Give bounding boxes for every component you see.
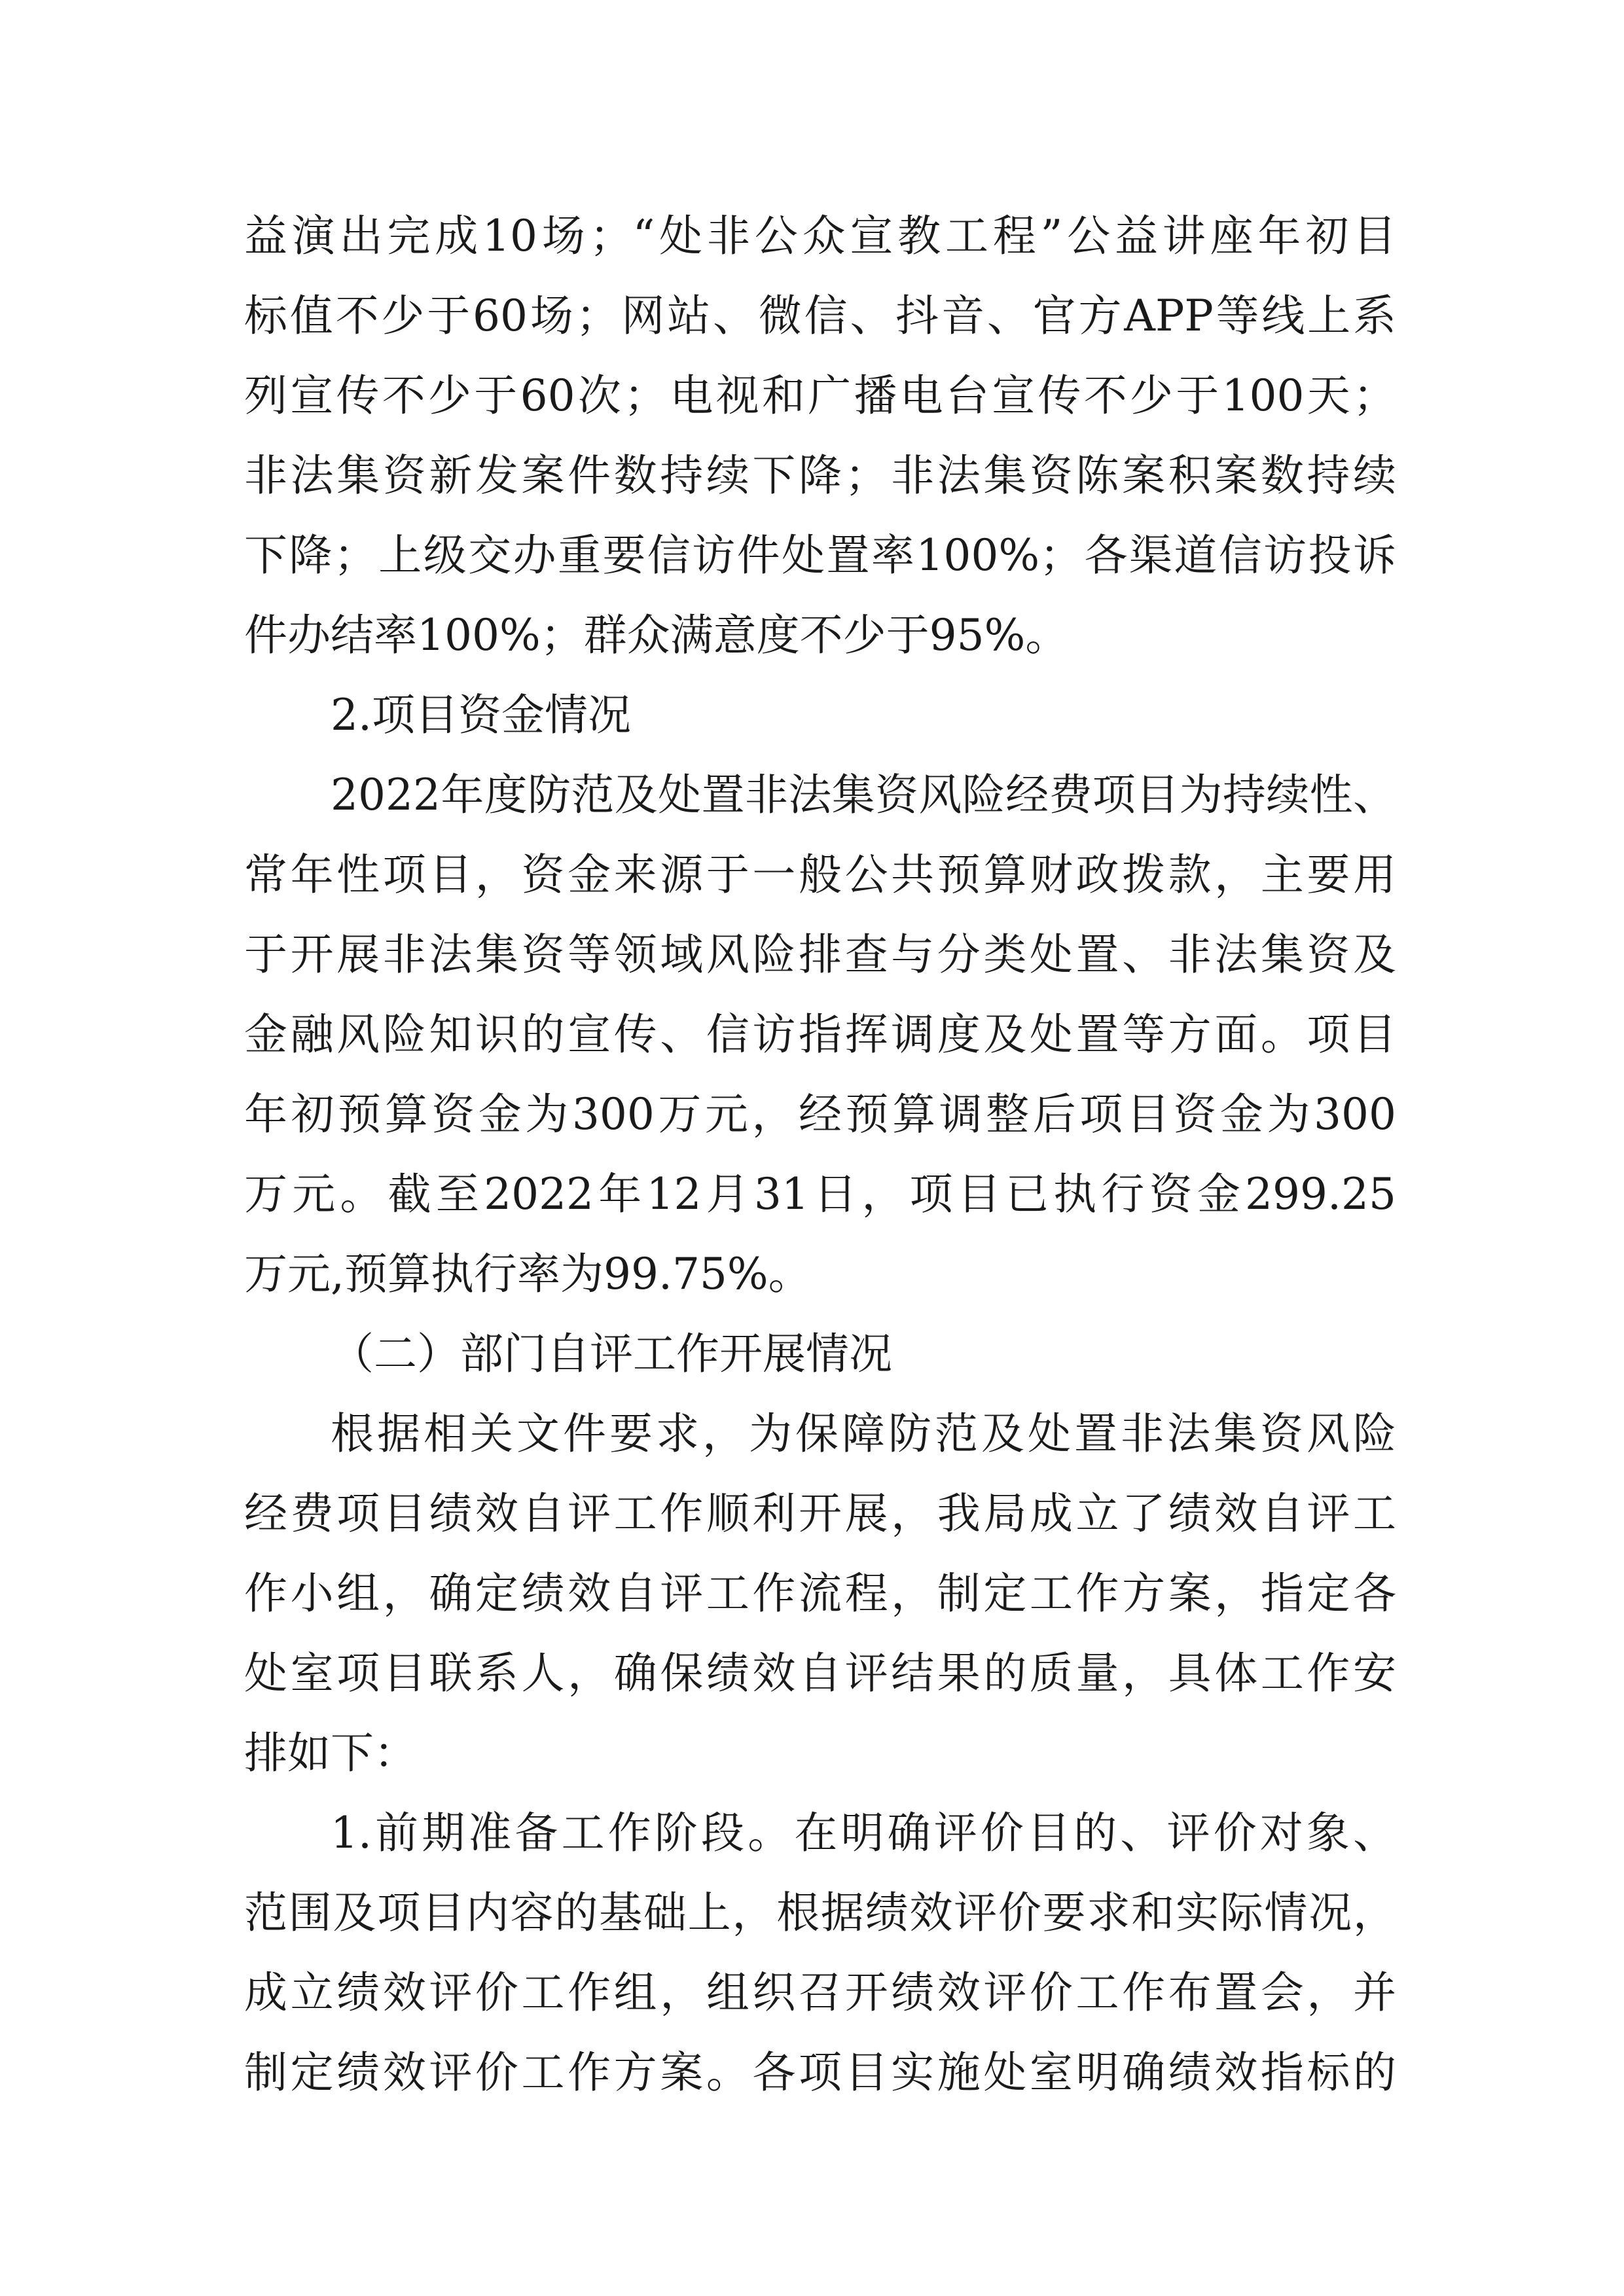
text-line: 列宣传不少于60次；电视和广播电台宣传不少于100天； xyxy=(244,370,1396,421)
text-line: 标值不少于60场；网站、微信、抖音、官方APP等线上系 xyxy=(244,291,1396,341)
section-heading: （二）部门自评工作开展情况 xyxy=(331,1329,892,1379)
text-line: 金融风险知识的宣传、信访指挥调度及处置等方面。项目 xyxy=(244,1009,1396,1060)
text-line: 经费项目绩效自评工作顺利开展，我局成立了绩效自评工 xyxy=(244,1488,1396,1539)
text-line: 作小组，确定绩效自评工作流程，制定工作方案，指定各 xyxy=(244,1568,1396,1619)
document-body xyxy=(244,196,1396,2113)
text-line: 制定绩效评价工作方案。各项目实施处室明确绩效指标的 xyxy=(244,2047,1396,2098)
paragraph-first-line: 根据相关文件要求，为保障防范及处置非法集资风险 xyxy=(331,1408,1396,1459)
text-line: 非法集资新发案件数持续下降；非法集资陈案积案数持续 xyxy=(244,450,1396,501)
text-line: 于开展非法集资等领域风险排查与分类处置、非法集资及 xyxy=(244,929,1396,980)
text-line: 万元。截至2022年12月31日，项目已执行资金299.25 xyxy=(244,1169,1396,1219)
section-heading: 2.项目资金情况 xyxy=(331,690,631,740)
text-line: 年初预算资金为300万元，经预算调整后项目资金为300 xyxy=(244,1089,1396,1139)
text-line: 成立绩效评价工作组，组织召开绩效评价工作布置会，并 xyxy=(244,1967,1396,2018)
paragraph-first-line: 1.前期准备工作阶段。在明确评价目的、评价对象、 xyxy=(331,1808,1396,1858)
paragraph-first-line: 2022年度防范及处置非法集资风险经费项目为持续性、 xyxy=(331,770,1396,820)
text-line: 万元,预算执行率为99.75%。 xyxy=(244,1249,812,1299)
text-line: 常年性项目，资金来源于一般公共预算财政拨款，主要用 xyxy=(244,850,1396,900)
text-line: 处室项目联系人，确保绩效自评结果的质量，具体工作安 xyxy=(244,1648,1396,1698)
text-line: 件办结率100%；群众满意度不少于95%。 xyxy=(244,610,1069,660)
text-line: 下降；上级交办重要信访件处置率100%；各渠道信访投诉 xyxy=(244,530,1396,581)
text-line: 排如下： xyxy=(244,1728,417,1778)
text-line: 范围及项目内容的基础上，根据绩效评价要求和实际情况， xyxy=(244,1888,1396,1938)
text-line: 益演出完成10场；“处非公众宣教工程”公益讲座年初目 xyxy=(244,211,1396,261)
